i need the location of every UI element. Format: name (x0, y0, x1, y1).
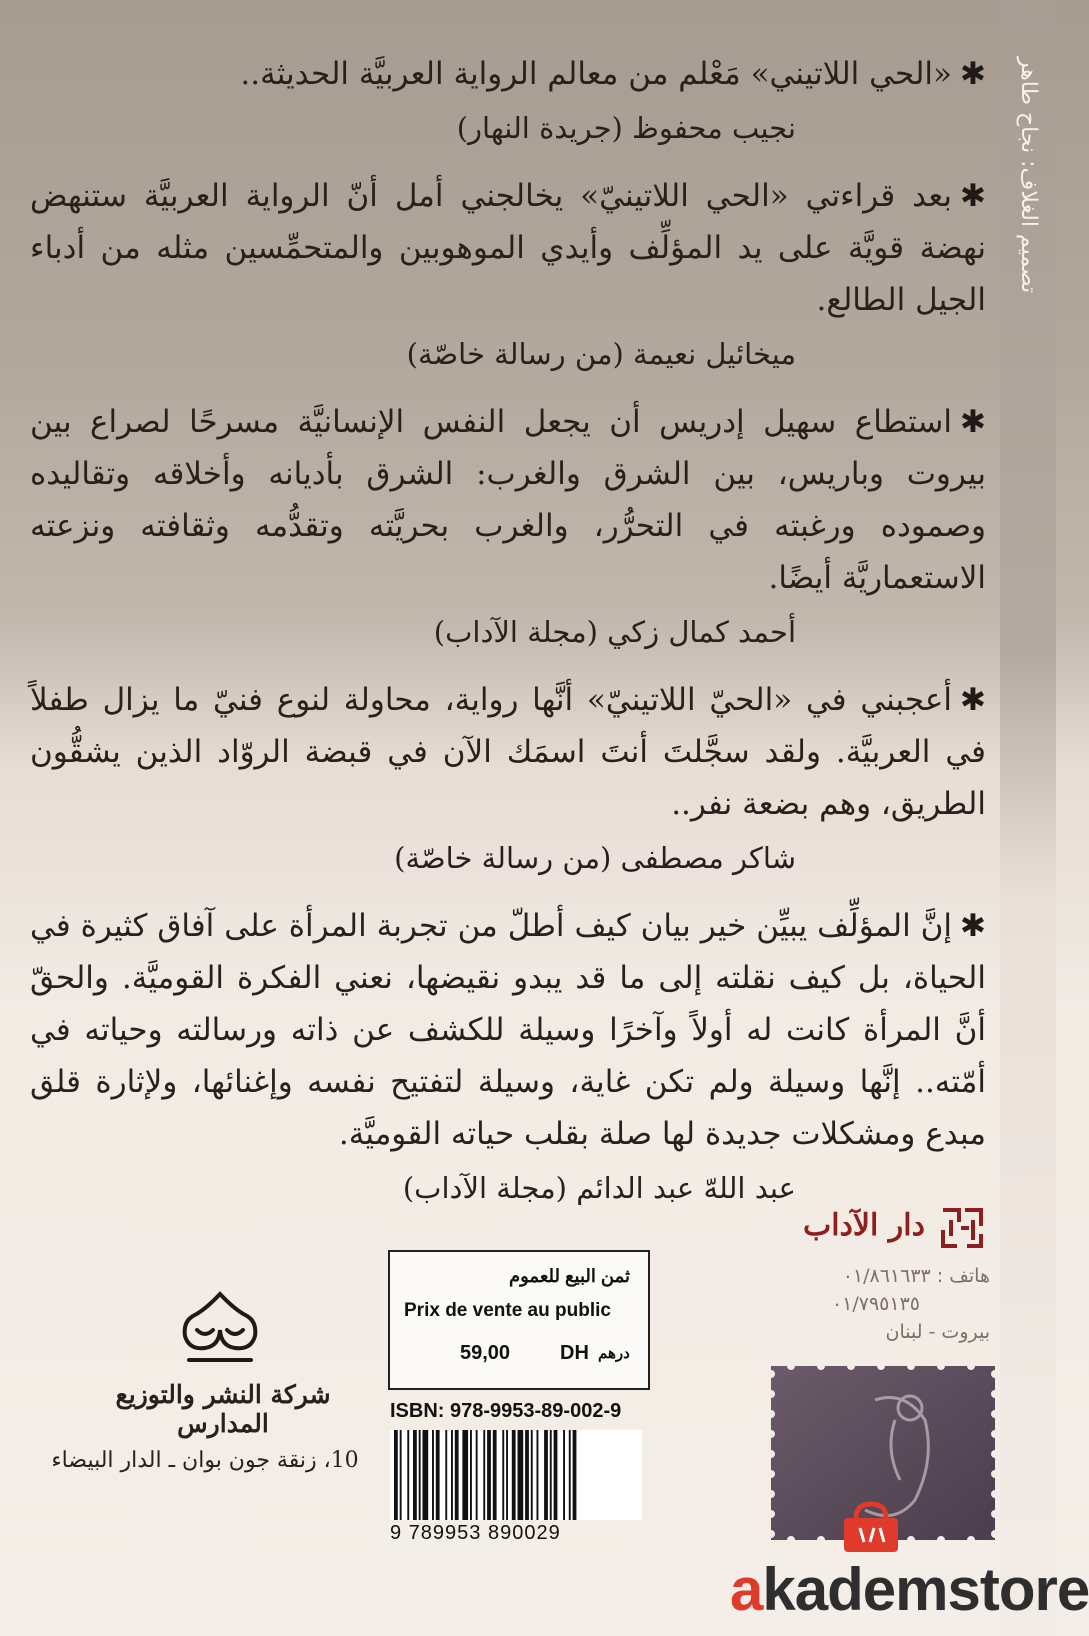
barcode-bar (470, 1430, 472, 1520)
shopping-bag-icon (840, 1498, 902, 1554)
barcode-bar (493, 1430, 497, 1520)
phone-label: هاتف : (936, 1265, 990, 1287)
barcode-bar (544, 1430, 548, 1520)
quote-item (30, 674, 986, 882)
quote-source: شاكر مصطفى (من رسالة خاصّة) (394, 841, 796, 875)
barcode-bar (400, 1430, 402, 1520)
store-watermark (730, 1555, 1089, 1625)
barcode-bar (413, 1430, 417, 1520)
quote-source: ميخائيل نعيمة (من رسالة خاصّة) (406, 337, 796, 371)
barcode-bar (537, 1430, 539, 1520)
store-brand-a: a (730, 1556, 763, 1623)
quote-text: «الحي اللاتيني» مَعْلم من معالم الرواية العربيَّة الحديثة.. (240, 56, 953, 92)
barcode-bar (525, 1430, 529, 1520)
barcode-bar (487, 1430, 491, 1520)
barcode-bar (462, 1430, 468, 1520)
barcode-bar (512, 1430, 516, 1520)
quote-item (30, 900, 986, 1212)
price-value: 59,00 (460, 1342, 511, 1364)
quotes-section (30, 48, 986, 1230)
asterisk-icon: ✱ (960, 908, 986, 944)
barcode-bar (394, 1430, 398, 1520)
barcode-bar (531, 1430, 533, 1520)
barcode-bar (502, 1430, 504, 1520)
barcode-bar (451, 1430, 453, 1520)
barcode-bar (554, 1430, 558, 1520)
barcode-bar (436, 1430, 440, 1520)
quote-source: عبد اللهّ عبد الدائم (مجلة الآداب) (402, 1171, 796, 1205)
asterisk-icon: ✱ (960, 404, 986, 440)
barcode-bar (419, 1430, 421, 1520)
barcode-bar (432, 1430, 434, 1520)
quote-item (30, 170, 986, 378)
quote-text: استطاع سهيل إدريس أن يجعل النفس الإنسانيَّة مسرحًا لصراع بين بيروت وباريس، بين الشرق والغرب: الشرق بأديانه وأخلاقه وتقاليده وصموده ورغبته في التحرُّر، والغرب بحريَّته وتقدُّمه وثقافته ونزعته الاستعماريَّة أيضًا. (30, 404, 986, 596)
phone-number: ٠١/٨٦١٦٣٣ (842, 1265, 931, 1287)
asterisk-icon: ✱ (960, 178, 986, 214)
barcode-bar (563, 1430, 565, 1520)
store-brand-rest: kademstore (762, 1556, 1089, 1623)
price-label-ar: ثمن البيع للعموم (508, 1266, 630, 1286)
publisher-mark-icon (939, 1206, 985, 1250)
barcode-bar (476, 1430, 478, 1520)
quote-source: أحمد كمال زكي (مجلة الآداب) (433, 615, 796, 649)
publisher-name: دار الآداب (802, 1208, 925, 1243)
barcode-bar (518, 1430, 524, 1520)
phone-number: ٠١/٧٩٥١٣٥ (831, 1293, 920, 1315)
quote-item (30, 48, 986, 152)
distributor-name: شركة النشر والتوزيع المدارس (115, 1380, 331, 1438)
quote-source: نجيب محفوظ (جريدة النهار) (456, 111, 796, 145)
asterisk-icon: ✱ (960, 682, 986, 718)
publisher-logo (745, 1206, 985, 1252)
distributor-logo-icon (175, 1290, 265, 1370)
barcode-digits: 9 789953 890029 (390, 1522, 561, 1544)
price-box (388, 1250, 650, 1390)
barcode-bar (506, 1430, 508, 1520)
isbn-label: ISBN: 978-9953-89-002-9 (390, 1400, 622, 1422)
publisher-city: بيروت - لبنان (885, 1321, 990, 1343)
distributor-address: 10، زنقة جون بوان ـ الدار البيضاء (51, 1448, 359, 1473)
barcode-bar (445, 1430, 447, 1520)
barcode-bar (550, 1430, 552, 1520)
quote-text: أعجبني في «الحيّ اللاتينيّ» أنَّها رواية، محاولة لنوع فنيّ ما يزال طفلاً في العربيَّة. ولقد سجَّلتَ أنتَ اسمَك الآن في قبضة الروّاد الذين يشقُّون الطريق، وهم بضعة نفر.. (30, 682, 986, 822)
barcode-bar (407, 1430, 409, 1520)
quote-item (30, 396, 986, 656)
barcode (390, 1430, 642, 1520)
barcode-bar (483, 1430, 485, 1520)
price-unit-ar: درهم (598, 1345, 630, 1362)
publisher-contact (760, 1262, 990, 1346)
quote-text: إنَّ المؤلِّف يبيِّن خير بيان كيف أطلّ من تجربة المرأة على آفاق كثيرة في الحياة، بل كيف نقلته إلى ما قد يبدو نقيضها، نعني الفكرة القوميَّة. والحقّ أنَّ المرأة كانت له أولاً وآخرًا وسيلة للكشف عن ذاته ورسالته وحياته في أمّته.. إنَّها وسيلة ولم تكن غاية، وسيلة لتفتيح نفسه وإغنائها، ولإثارة قلق مبدع ومشكلات جديدة لها صلة بقلب حياته القوميَّة. (30, 908, 986, 1152)
barcode-bar (569, 1430, 571, 1520)
asterisk-icon: ✱ (960, 56, 986, 92)
price-label-fr: Prix de vente au public (404, 1300, 611, 1321)
barcode-bar (573, 1430, 577, 1520)
cover-design-credit: تصميم الغلاف: نجاح طاهر (1016, 56, 1041, 294)
barcode-bar (423, 1430, 429, 1520)
barcode-bar (455, 1430, 459, 1520)
quote-text: بعد قراءتي «الحي اللاتينيّ» يخالجني أمل أنّ الرواية العربيَّة ستنهض نهضة قويَّة على يد المؤلِّف وأيدي الموهوبين والمتحمِّسين مثله من أدباء الجيل الطالع. (30, 178, 986, 318)
price-currency: DH (560, 1342, 589, 1364)
